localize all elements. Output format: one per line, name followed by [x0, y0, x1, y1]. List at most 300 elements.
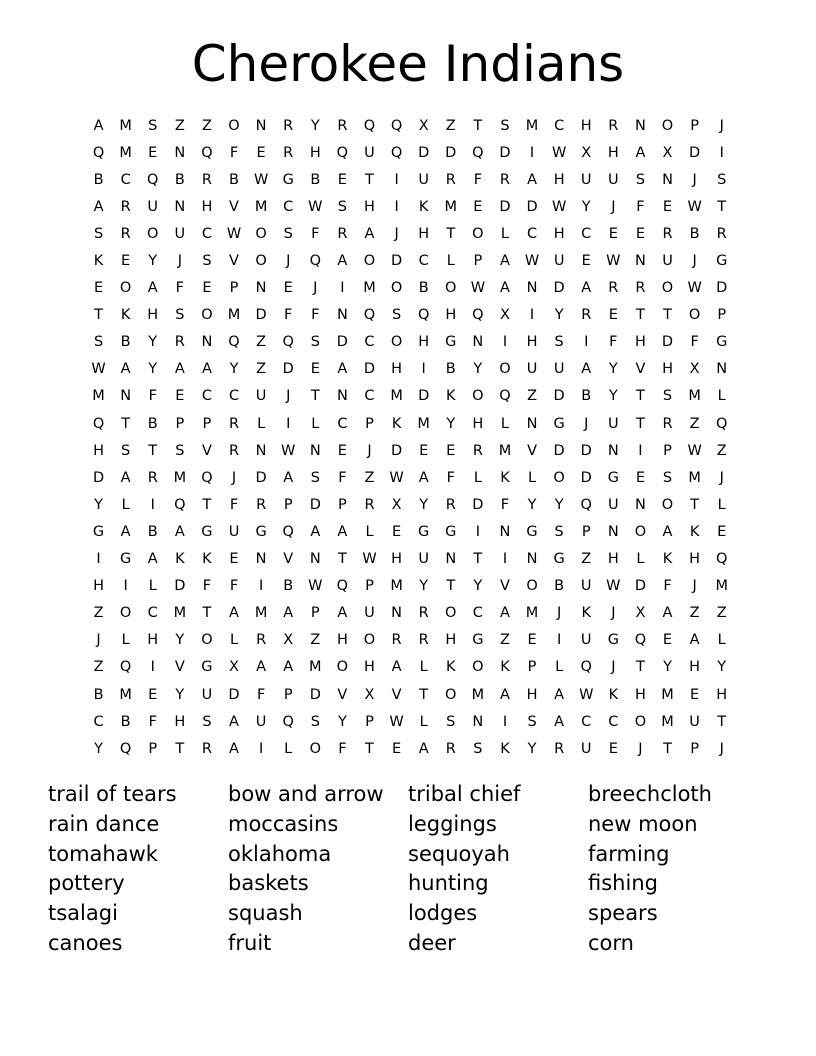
grid-letter: C — [228, 388, 240, 405]
grid-letter: A — [337, 253, 348, 270]
grid-letter: N — [201, 334, 213, 351]
grid-letter: N — [255, 117, 267, 134]
grid-letter: H — [418, 334, 430, 351]
grid-letter: Q — [228, 334, 240, 351]
grid-letter: Y — [527, 496, 537, 513]
word-item: canoes — [48, 930, 123, 955]
word-column — [408, 780, 588, 959]
grid-letter: F — [148, 388, 157, 405]
word-item: squash — [228, 901, 303, 926]
grid-letter: E — [121, 253, 131, 270]
grid-letter: I — [584, 334, 589, 351]
grid-letter: R — [228, 442, 240, 459]
word-item: bow and arrow — [228, 782, 384, 806]
grid-letter: I — [557, 632, 562, 649]
grid-letter: G — [445, 334, 457, 351]
grid-letter: K — [608, 686, 619, 703]
grid-letter: S — [148, 117, 158, 134]
grid-letter: W — [687, 442, 702, 459]
grid-letter: O — [499, 361, 511, 378]
grid-letter: U — [580, 578, 592, 595]
grid-letter: W — [308, 578, 323, 595]
grid-letter: L — [500, 225, 509, 242]
grid-letter: O — [445, 686, 457, 703]
grid-letter: H — [607, 144, 619, 161]
grid-letter: N — [472, 334, 484, 351]
grid-letter: G — [607, 469, 619, 486]
grid-row — [85, 193, 735, 220]
grid-letter: S — [202, 713, 212, 730]
grid-letter: J — [557, 605, 562, 622]
grid-letter: A — [554, 713, 565, 730]
grid-letter: E — [229, 551, 239, 568]
grid-letter: I — [502, 713, 508, 730]
grid-letter: C — [201, 388, 212, 405]
grid-letter: Q — [499, 388, 511, 405]
grid-letter: G — [120, 551, 132, 568]
grid-letter: W — [389, 713, 404, 730]
grid-letter: F — [636, 198, 645, 215]
grid-letter: C — [581, 225, 592, 242]
grid-letter: D — [255, 469, 267, 486]
grid-letter: B — [147, 523, 158, 540]
grid-letter: Q — [336, 578, 349, 595]
grid-letter: X — [364, 686, 375, 703]
grid-letter: J — [719, 117, 724, 134]
grid-letter: Q — [282, 713, 294, 730]
grid-letter: Q — [174, 496, 186, 513]
grid-letter: Q — [147, 171, 159, 188]
grid-letter: J — [286, 388, 291, 405]
grid-letter: H — [553, 171, 565, 188]
grid-letter: E — [690, 686, 700, 703]
grid-letter: Q — [417, 307, 430, 324]
grid-letter: S — [527, 713, 537, 730]
grid-letter: R — [120, 225, 131, 242]
grid-letter: Y — [608, 388, 618, 405]
grid-letter: W — [281, 442, 296, 459]
grid-letter: Z — [201, 117, 212, 134]
grid-letter: L — [717, 388, 726, 405]
grid-letter: D — [390, 253, 403, 270]
grid-letter: J — [638, 740, 643, 757]
grid-letter: E — [662, 198, 673, 215]
grid-letter: Z — [689, 415, 700, 432]
grid-letter: U — [553, 253, 565, 270]
grid-letter: A — [689, 632, 700, 649]
grid-letter: Y — [554, 307, 564, 324]
grid-letter: I — [96, 551, 101, 568]
grid-letter: Q — [119, 740, 132, 757]
grid-letter: R — [662, 225, 673, 242]
grid-letter: T — [635, 659, 645, 676]
grid-row — [85, 112, 735, 139]
grid-letter: I — [150, 496, 155, 513]
grid-letter: R — [174, 334, 185, 351]
grid-letter: B — [120, 334, 131, 351]
grid-letter: K — [500, 659, 510, 676]
grid-letter: F — [229, 496, 239, 513]
grid-letter: R — [418, 632, 429, 649]
grid-letter: Q — [580, 496, 592, 513]
grid-letter: U — [364, 144, 375, 161]
grid-letter: L — [500, 415, 509, 432]
grid-letter: O — [661, 496, 674, 513]
grid-letter: O — [255, 225, 267, 242]
grid-letter: U — [580, 740, 592, 757]
grid-letter: S — [635, 171, 646, 188]
grid-letter: U — [608, 496, 619, 513]
grid-letter: R — [228, 415, 240, 432]
grid-letter: N — [662, 171, 673, 188]
grid-letter: E — [608, 225, 618, 242]
grid-letter: G — [92, 523, 105, 540]
grid-letter: F — [663, 578, 672, 595]
word-item: new moon — [588, 811, 698, 836]
grid-letter: Z — [256, 334, 267, 351]
grid-letter: J — [692, 578, 697, 595]
grid-letter: A — [662, 605, 673, 622]
grid-letter: T — [337, 551, 347, 568]
grid-letter: M — [363, 280, 376, 297]
grid-letter: O — [634, 523, 647, 540]
word-column — [228, 780, 408, 959]
grid-letter: D — [499, 144, 511, 161]
grid-letter: I — [258, 740, 264, 757]
grid-letter: Y — [148, 334, 158, 351]
grid-letter: N — [255, 442, 267, 459]
grid-letter: L — [148, 578, 157, 595]
grid-letter: G — [607, 632, 619, 649]
grid-letter: Q — [472, 307, 484, 324]
grid-letter: R — [147, 469, 158, 486]
grid-letter: C — [581, 713, 592, 730]
grid-row — [85, 546, 735, 573]
grid-letter: C — [283, 198, 294, 215]
grid-letter: H — [174, 713, 186, 730]
grid-letter: K — [120, 307, 131, 324]
grid-letter: R — [445, 496, 456, 513]
grid-row — [85, 166, 735, 193]
grid-letter: C — [147, 605, 158, 622]
grid-letter: Y — [419, 578, 429, 595]
grid-letter: E — [608, 307, 618, 324]
word-bank — [48, 780, 768, 959]
grid-letter: C — [472, 605, 483, 622]
grid-letter: G — [553, 415, 565, 432]
grid-letter: Y — [94, 740, 103, 757]
grid-letter: R — [283, 117, 294, 134]
grid-letter: J — [692, 171, 697, 188]
grid-letter: R — [120, 198, 131, 215]
grid-row — [85, 356, 735, 383]
grid-letter: R — [201, 740, 212, 757]
grid-letter: I — [529, 144, 535, 161]
grid-letter: U — [662, 253, 673, 270]
grid-letter: W — [606, 578, 621, 595]
grid-letter: N — [526, 551, 538, 568]
grid-letter: K — [662, 551, 673, 568]
grid-letter: N — [634, 253, 646, 270]
grid-letter: D — [174, 578, 186, 595]
grid-letter: O — [553, 469, 565, 486]
grid-letter: P — [338, 496, 347, 513]
grid-letter: T — [635, 388, 645, 405]
grid-row — [85, 220, 735, 247]
grid-letter: D — [282, 361, 294, 378]
grid-letter: H — [309, 144, 321, 161]
grid-letter: B — [174, 171, 185, 188]
word-item: leggings — [408, 811, 497, 836]
grid-row — [85, 410, 735, 437]
grid-letter: C — [608, 713, 619, 730]
grid-letter: R — [472, 442, 483, 459]
grid-letter: M — [254, 605, 268, 622]
grid-letter: O — [363, 632, 376, 649]
grid-letter: Q — [634, 632, 647, 649]
grid-letter: L — [717, 496, 726, 513]
grid-letter: M — [715, 578, 728, 595]
grid-letter: U — [418, 551, 429, 568]
grid-letter: Z — [689, 605, 700, 622]
grid-letter: D — [92, 469, 105, 486]
grid-letter: L — [284, 740, 293, 757]
grid-letter: B — [93, 686, 104, 703]
grid-letter: M — [498, 442, 512, 459]
word-item: fishing — [588, 871, 658, 896]
grid-letter: Y — [310, 117, 320, 134]
grid-letter: E — [283, 280, 293, 297]
grid-letter: A — [337, 523, 348, 540]
grid-row — [85, 139, 735, 166]
grid-letter: W — [579, 686, 594, 703]
grid-letter: T — [446, 225, 456, 242]
grid-letter: H — [445, 307, 457, 324]
grid-letter: H — [147, 632, 159, 649]
grid-letter: P — [473, 253, 483, 270]
grid-letter: P — [365, 713, 374, 730]
word-item: oklahoma — [228, 841, 332, 866]
grid-letter: R — [337, 225, 348, 242]
grid-letter: Y — [554, 496, 564, 513]
grid-letter: Z — [716, 442, 727, 459]
grid-letter: O — [336, 659, 349, 676]
grid-letter: E — [391, 523, 402, 540]
grid-letter: J — [394, 225, 399, 242]
grid-letter: R — [201, 171, 212, 188]
grid-row — [85, 600, 735, 627]
grid-letter: R — [716, 225, 727, 242]
grid-letter: A — [418, 469, 429, 486]
grid-letter: H — [418, 225, 430, 242]
grid-letter: N — [607, 523, 619, 540]
grid-letter: Y — [473, 361, 483, 378]
grid-letter: J — [231, 469, 237, 486]
word-item: moccasins — [228, 811, 339, 836]
grid-letter: U — [580, 632, 592, 649]
grid-letter: O — [119, 280, 132, 297]
grid-letter: A — [120, 469, 131, 486]
grid-letter: A — [527, 171, 537, 188]
grid-letter: Y — [419, 496, 429, 513]
grid-letter: D — [363, 361, 376, 378]
grid-letter: O — [309, 740, 321, 757]
grid-letter: H — [689, 659, 701, 676]
grid-letter: A — [364, 225, 375, 242]
grid-row — [85, 247, 735, 274]
grid-letter: F — [202, 578, 212, 595]
grid-letter: O — [472, 659, 484, 676]
grid-letter: Y — [663, 659, 672, 676]
grid-letter: E — [419, 442, 429, 459]
grid-letter: Y — [337, 713, 347, 730]
grid-letter: M — [688, 469, 701, 486]
grid-letter: P — [202, 415, 212, 432]
grid-letter: A — [499, 605, 510, 622]
grid-letter: D — [553, 442, 565, 459]
grid-letter: E — [581, 253, 591, 270]
grid-letter: B — [689, 225, 700, 242]
letter-grid — [85, 112, 735, 762]
grid-letter: D — [418, 388, 430, 405]
grid-letter: U — [147, 198, 159, 215]
grid-letter: U — [553, 361, 565, 378]
grid-letter: D — [336, 334, 348, 351]
grid-letter: Y — [148, 253, 158, 270]
grid-letter: S — [121, 442, 131, 459]
grid-letter: D — [661, 334, 674, 351]
grid-letter: Q — [363, 307, 376, 324]
grid-letter: S — [337, 198, 347, 215]
grid-letter: O — [526, 578, 538, 595]
grid-letter: I — [258, 578, 264, 595]
grid-letter: K — [93, 253, 104, 270]
word-column — [588, 780, 768, 959]
grid-letter: G — [526, 523, 538, 540]
grid-letter: W — [470, 280, 486, 297]
grid-letter: U — [228, 523, 240, 540]
grid-letter: I — [475, 523, 480, 540]
grid-letter: H — [391, 361, 403, 378]
grid-letter: S — [662, 469, 673, 486]
grid-letter: M — [444, 198, 458, 215]
grid-letter: N — [255, 280, 267, 297]
grid-letter: N — [309, 551, 321, 568]
word-item: tsalagi — [48, 901, 118, 926]
grid-letter: S — [554, 334, 564, 351]
grid-letter: K — [500, 469, 510, 486]
grid-letter: N — [445, 551, 457, 568]
grid-letter: C — [93, 713, 104, 730]
grid-letter: I — [394, 171, 399, 188]
grid-letter: A — [499, 686, 510, 703]
grid-letter: U — [201, 686, 213, 703]
grid-letter: N — [309, 442, 321, 459]
grid-letter: H — [201, 198, 213, 215]
grid-letter: I — [421, 361, 426, 378]
grid-row — [85, 437, 735, 464]
grid-letter: Q — [715, 415, 728, 432]
grid-letter: Q — [92, 144, 105, 161]
grid-letter: M — [688, 388, 701, 405]
grid-letter: A — [283, 659, 294, 676]
grid-letter: T — [446, 578, 456, 595]
grid-letter: L — [419, 659, 428, 676]
grid-letter: O — [661, 280, 674, 297]
grid-letter: S — [175, 442, 185, 459]
grid-letter: E — [337, 442, 347, 459]
grid-letter: L — [528, 469, 537, 486]
grid-letter: Q — [201, 144, 213, 161]
grid-letter: E — [391, 740, 402, 757]
puzzle-title: Cherokee Indians — [191, 35, 625, 93]
word-item: tribal chief — [408, 782, 521, 806]
word-item: corn — [588, 930, 634, 955]
grid-letter: T — [121, 415, 131, 432]
grid-letter: O — [472, 388, 484, 405]
grid-letter: A — [310, 523, 321, 540]
grid-letter: T — [473, 551, 483, 568]
grid-letter: X — [635, 605, 646, 622]
grid-letter: M — [309, 659, 322, 676]
grid-letter: Z — [310, 632, 321, 649]
grid-letter: L — [555, 659, 564, 676]
grid-letter: Z — [93, 659, 104, 676]
grid-letter: S — [473, 740, 483, 757]
grid-letter: F — [500, 496, 510, 513]
grid-letter: T — [365, 740, 374, 757]
grid-letter: R — [391, 632, 402, 649]
grid-letter: D — [418, 144, 430, 161]
grid-letter: H — [716, 686, 728, 703]
word-item: deer — [408, 930, 456, 955]
grid-letter: R — [256, 632, 267, 649]
grid-letter: E — [175, 388, 185, 405]
grid-letter: Q — [472, 144, 484, 161]
grid-letter: S — [446, 713, 456, 730]
grid-letter: M — [525, 117, 539, 134]
grid-letter: A — [635, 144, 646, 161]
grid-letter: Q — [390, 117, 403, 134]
grid-letter: I — [529, 307, 535, 324]
grid-letter: Z — [716, 605, 727, 622]
grid-letter: P — [663, 442, 672, 459]
grid-letter: A — [229, 713, 239, 730]
grid-letter: Z — [256, 361, 267, 378]
grid-letter: J — [313, 280, 318, 297]
grid-letter: R — [256, 496, 267, 513]
grid-letter: F — [338, 469, 347, 486]
grid-letter: N — [526, 415, 538, 432]
grid-letter: B — [229, 171, 239, 188]
grid-letter: A — [581, 280, 592, 297]
grid-letter: A — [229, 605, 239, 622]
grid-letter: F — [338, 740, 347, 757]
grid-letter: N — [255, 551, 267, 568]
grid-letter: U — [526, 361, 538, 378]
grid-letter: O — [661, 117, 674, 134]
grid-row — [85, 383, 735, 410]
grid-row — [85, 329, 735, 356]
grid-letter: I — [638, 442, 643, 459]
grid-letter: B — [418, 280, 429, 297]
grid-letter: N — [336, 307, 348, 324]
grid-letter: X — [283, 632, 294, 649]
grid-letter: A — [229, 740, 239, 757]
grid-letter: R — [283, 144, 294, 161]
grid-letter: C — [526, 225, 538, 242]
grid-letter: U — [418, 171, 429, 188]
